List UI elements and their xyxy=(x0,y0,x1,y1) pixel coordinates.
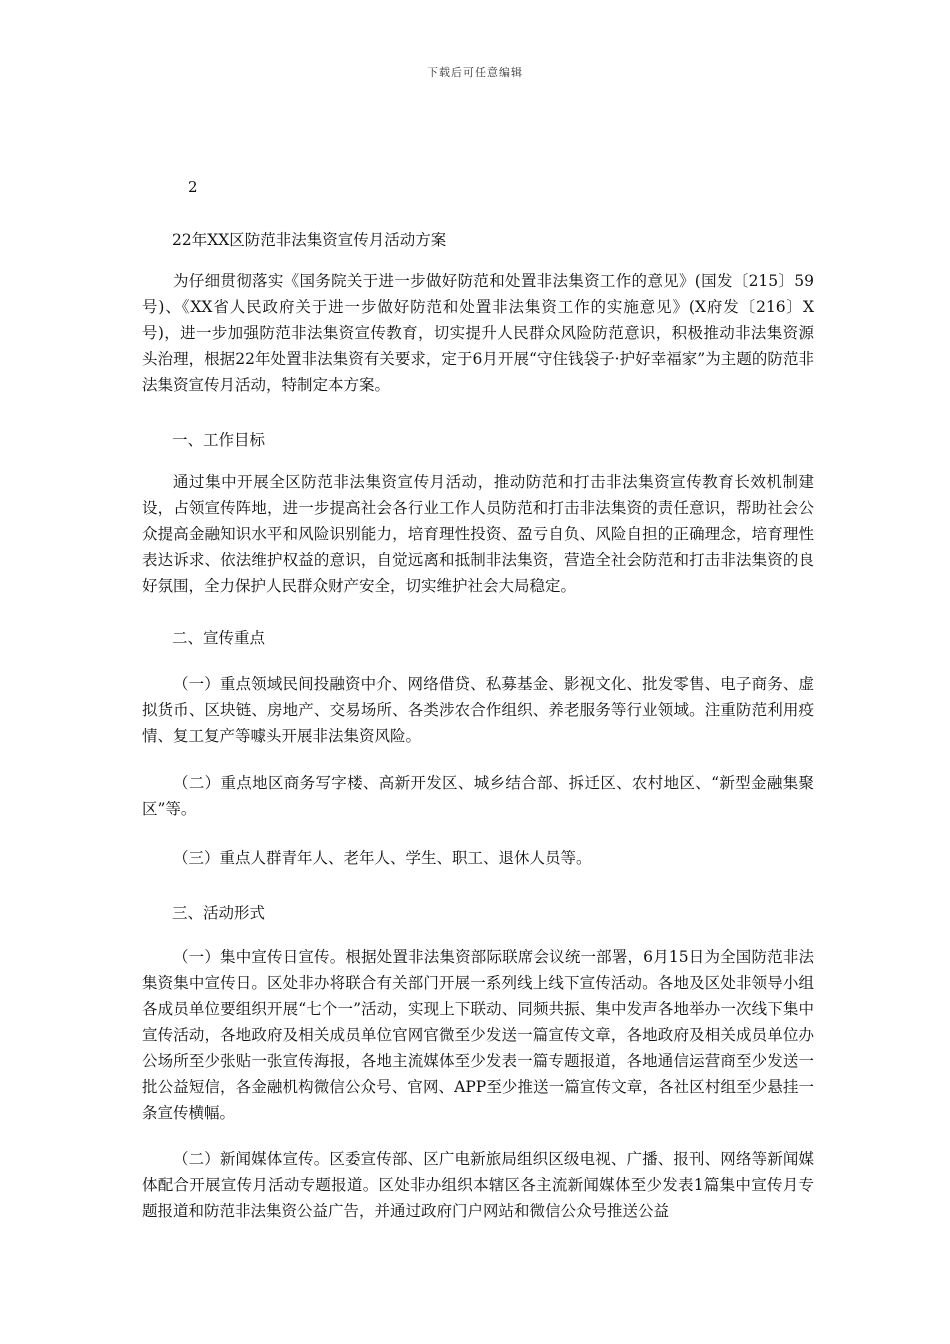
focus-item-2: （二）重点地区商务写字楼、高新开发区、城乡结合部、拆迁区、农村地区、“新型金融集聚区”等。 xyxy=(142,774,814,818)
section-heading-activities: 三、活动形式 xyxy=(172,904,266,922)
section-heading-goals: 一、工作目标 xyxy=(172,431,266,449)
focus-item-3-block xyxy=(142,845,814,871)
focus-item-2-block xyxy=(142,770,814,822)
intro-block xyxy=(142,268,814,398)
goals-block xyxy=(142,469,814,599)
document-title: 22年XX区防范非法集资宣传月活动方案 xyxy=(172,231,447,249)
activity-item-1-block xyxy=(142,944,814,1126)
intro-paragraph: 为仔细贯彻落实《国务院关于进一步做好防范和处置非法集资工作的意见》(国发〔215〕59号)、《XX省人民政府关于进一步做好防范和处置非法集资工作的实施意见》(X府发〔216〕X号)，进一步加强防范非法集资宣传教育，切实提升人民群众风险防范意识，积极推动非法集资源头治理，根据22年处置非法集资有关要求，定于6月开展“守住钱袋子·护好幸福家”为主题的防范非法集资宣传月活动，特制定本方案。 xyxy=(142,272,814,394)
activity-item-2: （二）新闻媒体宣传。区委宣传部、区广电新旅局组织区级电视、广播、报刊、网络等新闻媒体配合开展宣传月活动专题报道。区处非办组织本辖区各主流新闻媒体至少发表1篇集中宣传月专题报道和防范非法集资公益广告，并通过政府门户网站和微信公众号推送公益 xyxy=(142,1150,814,1220)
focus-item-3: （三）重点人群青年人、老年人、学生、职工、退休人员等。 xyxy=(173,849,592,867)
page-header: 下载后可任意编辑 xyxy=(427,66,523,79)
goals-paragraph: 通过集中开展全区防范非法集资宣传月活动，推动防范和打击非法集资宣传教育长效机制建设，占领宣传阵地，进一步提高社会各行业工作人员防范和打击非法集资的责任意识，帮助社会公众提高金融知识水平和风险识别能力，培育理性投资、盈亏自负、风险自担的正确理念，培育理性表达诉求、依法维护权益的意识，自觉远离和抵制非法集资，营造全社会防范和打击非法集资的良好氛围，全力保护人民群众财产安全，切实维护社会大局稳定。 xyxy=(142,473,814,595)
section-heading-focus: 二、宣传重点 xyxy=(172,629,266,647)
activity-item-1: （一）集中宣传日宣传。根据处置非法集资部际联席会议统一部署，6月15日为全国防范非法集资集中宣传日。区处非办将联合有关部门开展一系列线上线下宣传活动。各地及区处非领导小组各成员单位要组织开展“七个一”活动，实现上下联动、同频共振、集中发声各地举办一次线下集中宣传活动，各地政府及相关成员单位官网官微至少发送一篇宣传文章，各地政府及相关成员单位办公场所至少张贴一张宣传海报，各地主流媒体至少发表一篇专题报道，各地通信运营商至少发送一批公益短信，各金融机构微信公众号、官网、APP至少推送一篇宣传文章，各社区村组至少悬挂一条宣传横幅。 xyxy=(142,948,814,1122)
focus-item-1-block xyxy=(142,671,814,749)
focus-item-1: （一）重点领域民间投融资中介、网络借贷、私募基金、影视文化、批发零售、电子商务、虚拟货币、区块链、房地产、交易场所、各类涉农合作组织、养老服务等行业领域。注重防范利用疫情、复工复产等噱头开展非法集资风险。 xyxy=(142,675,814,745)
activity-item-2-block xyxy=(142,1146,814,1224)
page-number: 2 xyxy=(188,178,198,196)
